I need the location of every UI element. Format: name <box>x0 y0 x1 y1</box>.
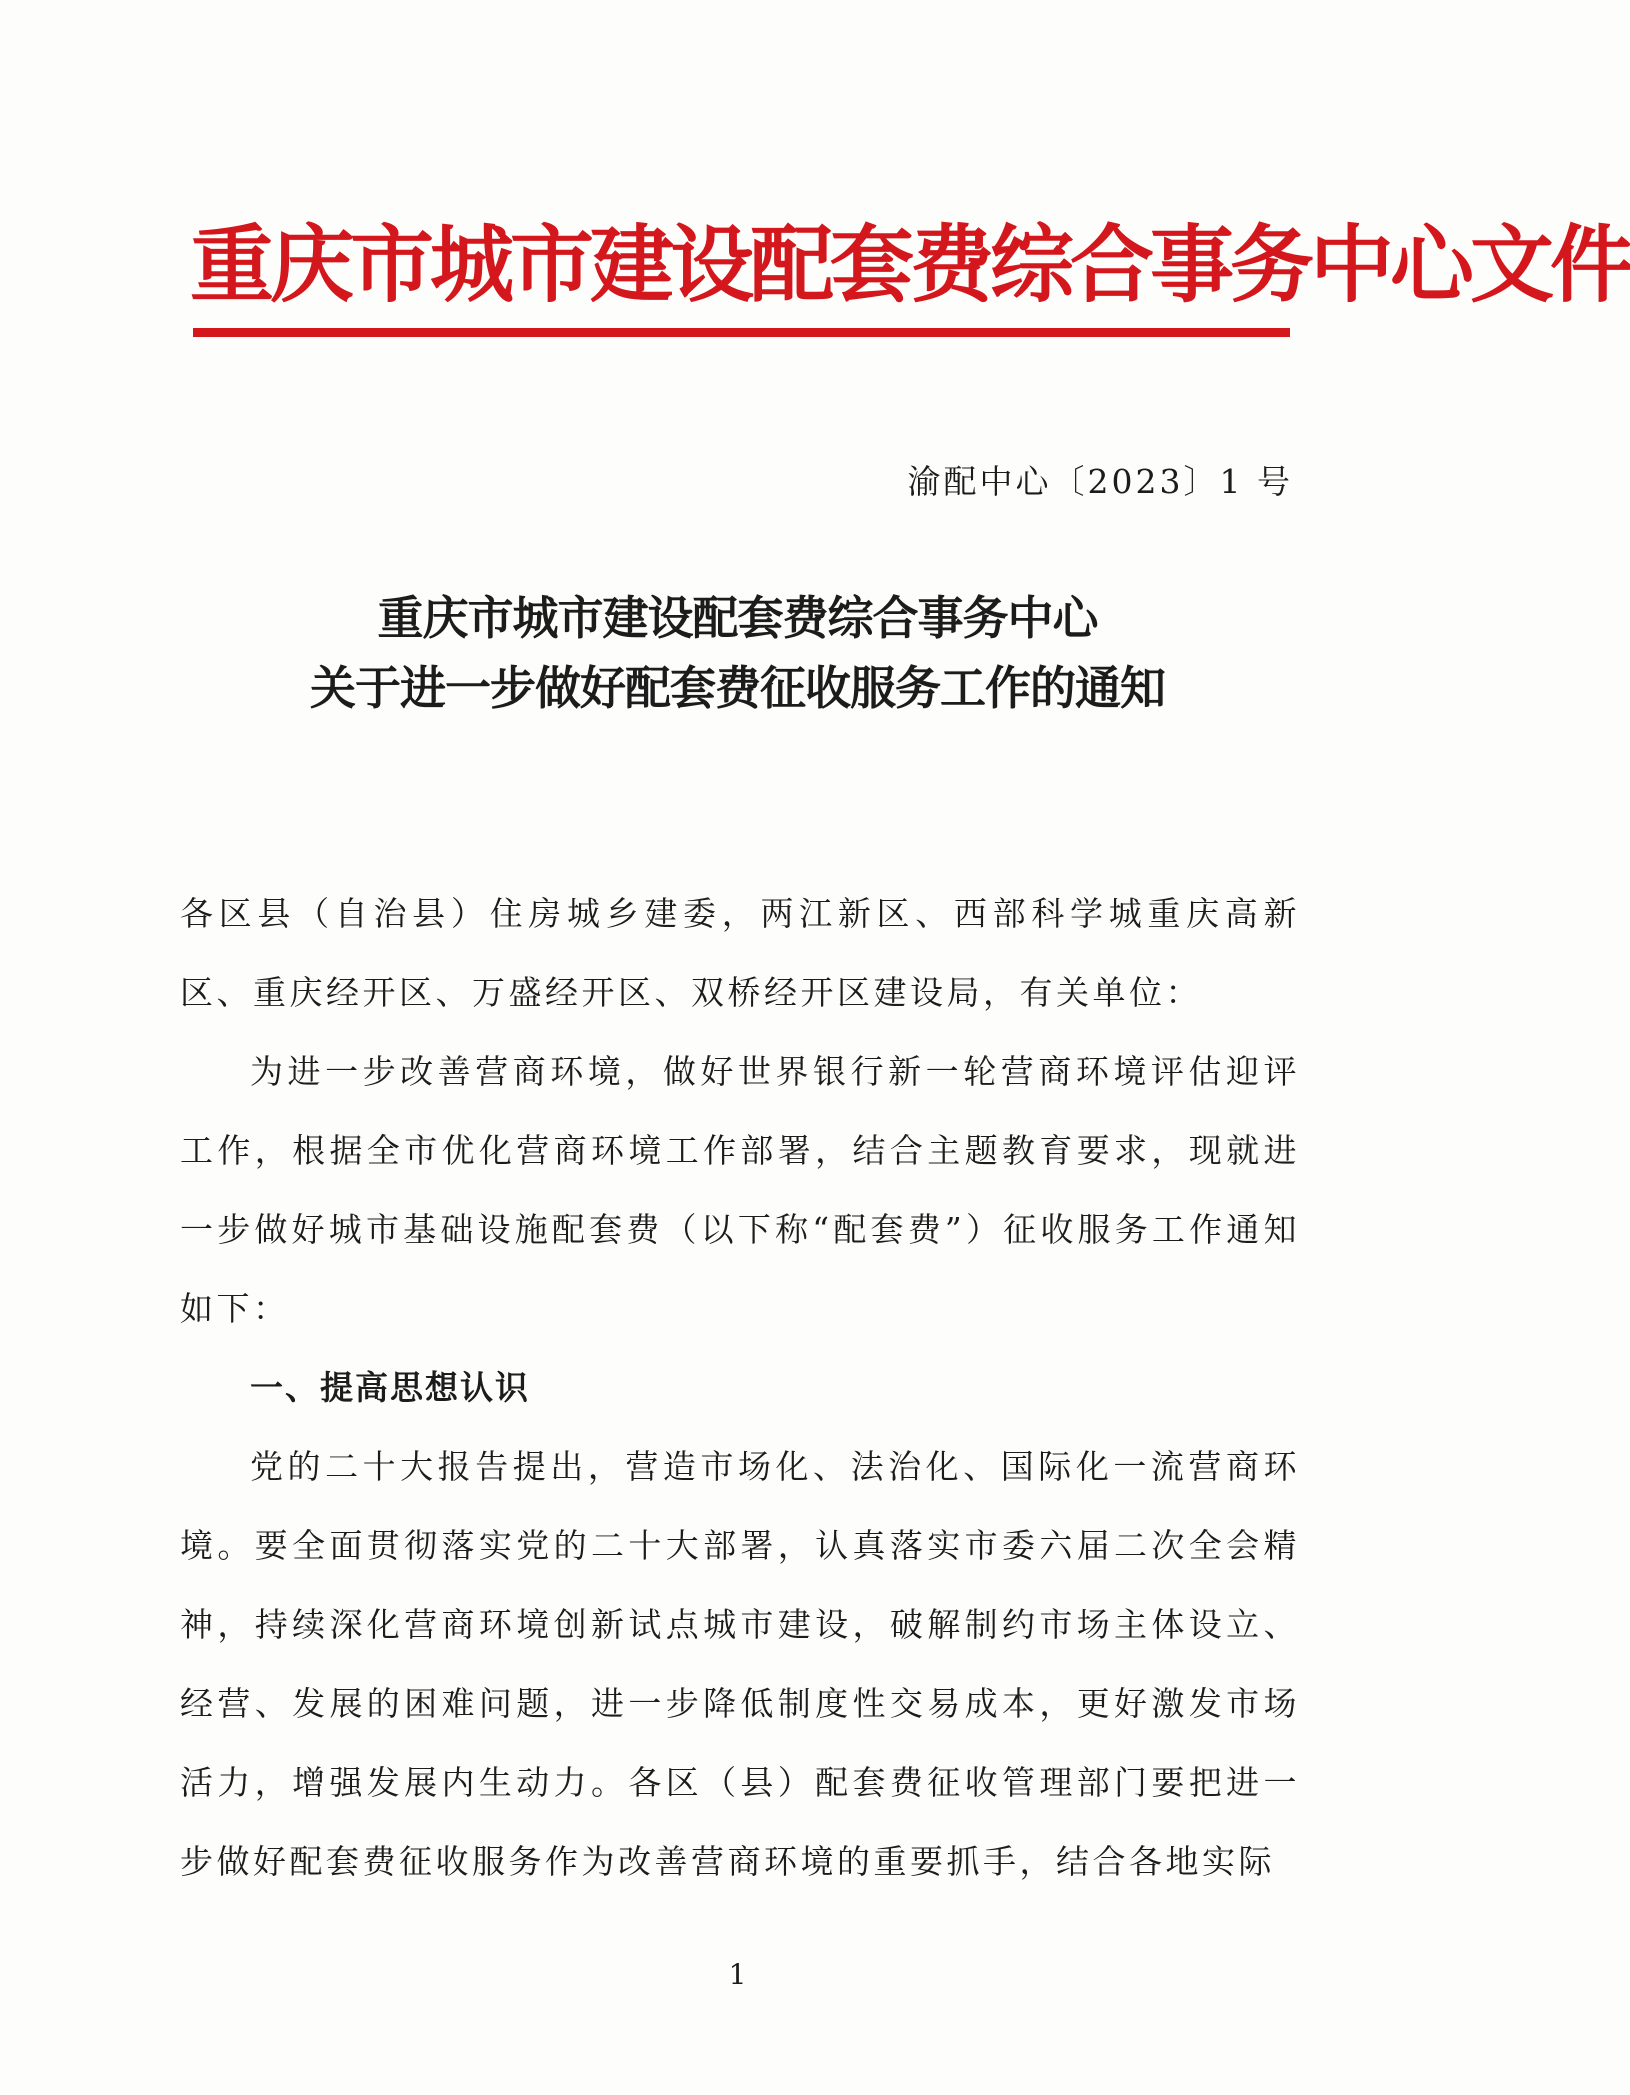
document-title-line1: 重庆市城市建设配套费综合事务中心 <box>377 591 1098 645</box>
page-number: 1 <box>728 1958 747 1991</box>
document-masthead: 重庆市城市建设配套费综合事务中心文件 <box>190 215 1630 314</box>
document-body <box>180 874 1300 1901</box>
document-title-line2: 关于进一步做好配套费征收服务工作的通知 <box>310 661 1165 715</box>
section-paragraph: 党的二十大报告提出，营造市场化、法治化、国际化一流营商环境。要全面贯彻落实党的二十大部署，认真落实市委六届二次全会精神，持续深化营商环境创新试点城市建设，破解制约市场主体设立、经营、发展的困难问题，进一步降低制度性交易成本，更好激发市场活力，增强发展内生动力。各区（县）配套费征收管理部门要把进一步做好配套费征收服务作为改善营商环境的重要抓手，结合各地实际 <box>180 1447 1300 1881</box>
intro-paragraph: 为进一步改善营商环境，做好世界银行新一轮营商环境评估迎评工作，根据全市优化营商环境工作部署，结合主题教育要求，现就进一步做好城市基础设施配套费（以下称“配套费”）征收服务工作通知如下： <box>180 1052 1300 1328</box>
document-number: 渝配中心〔2023〕1 号 <box>907 462 1293 501</box>
section-heading: 一、提高思想认识 <box>250 1368 530 1407</box>
addressee-paragraph: 各区县（自治县）住房城乡建委，两江新区、西部科学城重庆高新区、重庆经开区、万盛经开区、双桥经开区建设局，有关单位： <box>180 894 1300 1012</box>
masthead-red-rule <box>193 328 1290 337</box>
